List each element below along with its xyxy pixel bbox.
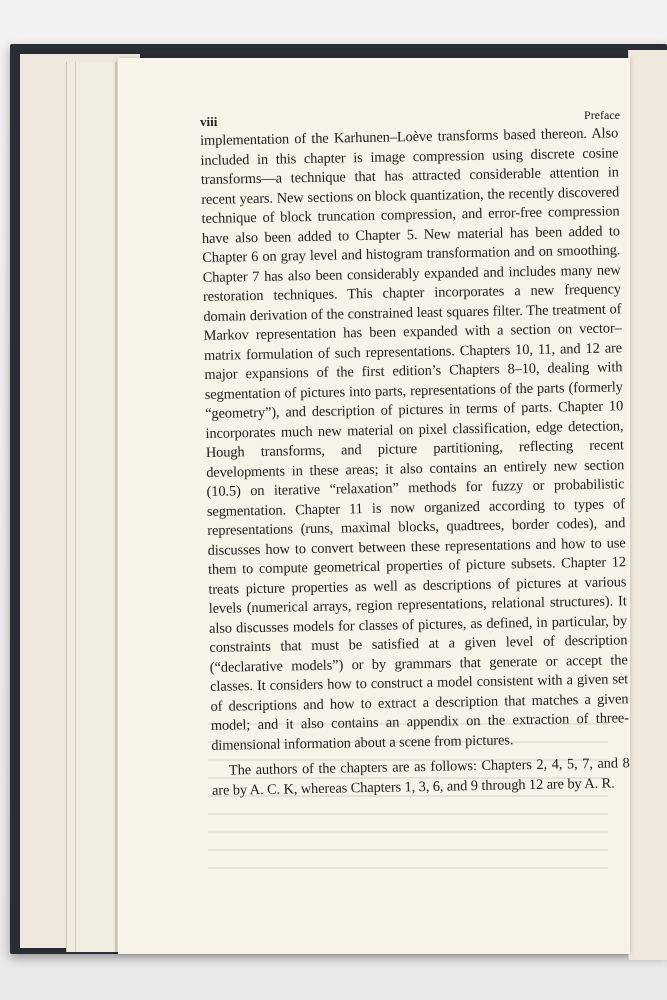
paragraph-1: implementation of the Karhunen–Loève transforms based thereon. Also included in this chapter is image compression using discrete cosine transforms—a technique that has attracted considerable attention in recent years. New sections on block quantization, the recently discovered technique of block truncation compression, and error-free compression have also been added to Chapter 5. New material has been added to Chapter 6 on gray level and histogram transformation and on smoothing. Chapter 7 has also been considerably expanded and includes many new restoration techniques. This chapter incorporates a new frequency domain derivation of the constrained least squares filter. The treatment of Markov representation has been expanded with a section on vector–matrix formulation of such representations. Chapters 10, 11, and 12 are major expansions of the first edition’s Chapters 8–10, dealing with segmentation of pictures into parts, representations of the parts (formerly “geometry”), and description of pictures in terms of parts. Chapter 10 incorporates much new material on pixel classification, edge detection, Hough transforms, and picture partitioning, reflecting recent developments in these areas; it also contains an entirely new section (10.5) on iterative “relaxation” methods for fuzzy or probabilistic segmentation. Chapter 11 is now organized according to types of representations (runs, maximal blocks, quadtrees, border codes), and discusses how to convert between these representations and how to use them to compute geometrical properties of picture subsets. Chapter 12 treats picture properties as well as descriptions of pictures at various levels (numerical arrays, region representations, relational structures). It also discusses models for classes of pictures, as defined, in particular, by constraints that must be satisfied at a given level of description (“declarative models”) or by grammars that generate or accept the classes. It considers how to construct a model consistent with a given set of descriptions and how to extract a description that matches a given model; and it also contains an appendix on the extraction of three-dimensional information about a scene from pictures.: [200, 125, 629, 754]
right-page-edge: [628, 50, 667, 960]
book-page: [118, 58, 630, 954]
body-text: [200, 124, 630, 801]
page-number: viii: [200, 114, 218, 129]
show-through-text: [208, 723, 608, 873]
paragraph-2: The authors of the chapters are as follows: Chapters 2, 4, 5, 7, and 8 are by A. C. K, whereas Chapters 1, 3, 6, and 9 through 12 are by A. R.: [211, 755, 630, 799]
running-head: Preface: [584, 108, 620, 122]
